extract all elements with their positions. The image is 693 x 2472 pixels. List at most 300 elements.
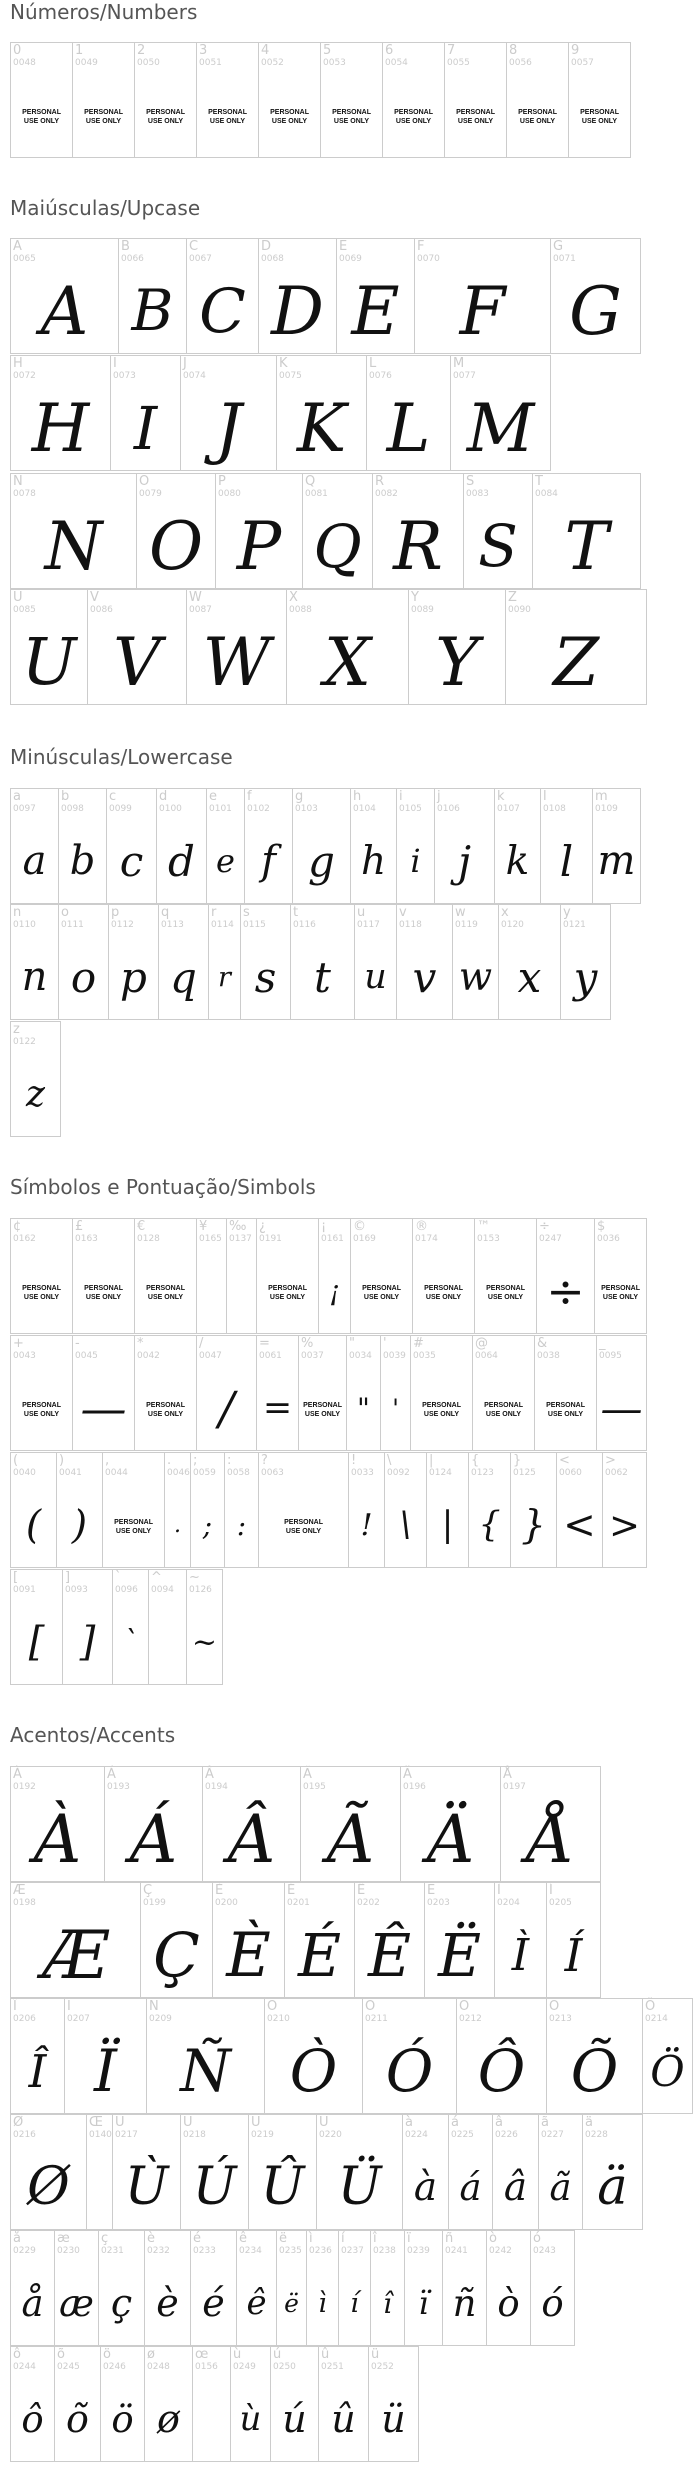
- glyph-cell: [350, 788, 397, 904]
- glyph-code: 0204: [497, 1898, 520, 1908]
- personal-use-only-label: PERSONAL USE ONLY: [146, 109, 186, 125]
- glyph-cell: [202, 1766, 301, 1882]
- glyph-cell: [320, 42, 383, 158]
- glyph-code: 0058: [227, 1468, 250, 1478]
- glyph-character: Ü: [319, 2115, 329, 2130]
- glyph-character: 1: [75, 43, 84, 58]
- glyph-sample: r: [218, 961, 231, 993]
- glyph-cell: [276, 2230, 307, 2346]
- glyph-code: 0228: [585, 2130, 608, 2140]
- glyph-cell: [540, 788, 593, 904]
- glyph-cell: [226, 1218, 257, 1334]
- glyph-code: 0102: [247, 804, 270, 814]
- glyph-character: Q: [305, 474, 316, 489]
- personal-use-only-label: PERSONAL USE ONLY: [484, 1402, 524, 1418]
- glyph-cell: [62, 1569, 113, 1685]
- glyph-sample: [: [28, 1619, 45, 1665]
- glyph-sample: í: [350, 2287, 359, 2319]
- glyph-code: 0120: [501, 920, 524, 930]
- glyph-cell: [494, 788, 541, 904]
- personal-use-only-label: PERSONAL USE ONLY: [601, 1285, 641, 1301]
- glyph-cell: [104, 1766, 203, 1882]
- glyph-character: ò: [489, 2231, 497, 2246]
- glyph-cell: [346, 1335, 381, 1451]
- glyph-sample: >: [608, 1503, 640, 1547]
- glyph-code: 0226: [495, 2130, 518, 2140]
- glyph-sample: O: [148, 507, 204, 585]
- glyph-sample: .: [174, 1512, 181, 1538]
- glyph-character: t: [293, 905, 299, 920]
- glyph-sample: X: [324, 623, 371, 701]
- glyph-code: 0070: [417, 254, 440, 264]
- glyph-code: 0250: [273, 2362, 296, 2372]
- glyph-cell: [400, 1766, 501, 1882]
- glyph-code: 0231: [101, 2246, 124, 2256]
- glyph-code: 0084: [535, 489, 558, 499]
- glyph-sample: U: [21, 624, 77, 700]
- personal-use-only-label: PERSONAL USE ONLY: [22, 109, 62, 125]
- glyph-code: 0064: [475, 1351, 498, 1361]
- glyph-cell: [110, 355, 181, 471]
- glyph-character: Û: [251, 2115, 261, 2130]
- glyph-sample: ]: [79, 1619, 96, 1665]
- glyph-character: Ë: [427, 1883, 436, 1898]
- glyph-sample: S: [478, 512, 518, 580]
- glyph-character: f: [247, 789, 252, 804]
- glyph-sample: À: [33, 1800, 82, 1878]
- glyph-code: 0124: [429, 1468, 452, 1478]
- glyph-sample: ö: [111, 2397, 134, 2441]
- glyph-character: G: [553, 239, 564, 254]
- glyph-sample: å: [21, 2281, 44, 2325]
- glyph-code: 0039: [383, 1351, 406, 1361]
- glyph-cell: [500, 1766, 601, 1882]
- glyph-character: d: [159, 789, 168, 804]
- glyph-cell: [156, 788, 207, 904]
- glyph-sample: L: [386, 389, 431, 467]
- glyph-cell: [192, 2346, 231, 2462]
- glyph-sample: —: [600, 1383, 643, 1433]
- glyph-sample: g: [308, 836, 335, 886]
- glyph-code: 0161: [321, 1234, 344, 1244]
- glyph-sample: s: [254, 952, 277, 1002]
- glyph-cell: [366, 355, 451, 471]
- glyph-cell: [134, 42, 197, 158]
- glyph-code: 0230: [57, 2246, 80, 2256]
- glyph-sample: Ì: [511, 1929, 530, 1981]
- glyph-sample: p: [120, 952, 147, 1002]
- glyph-character: H: [13, 356, 23, 371]
- glyph-character: x: [501, 905, 509, 920]
- glyph-character: J: [183, 356, 187, 371]
- glyph-character: ó: [533, 2231, 541, 2246]
- glyph-code: 0062: [605, 1468, 628, 1478]
- glyph-character: Ä: [403, 1767, 412, 1782]
- glyph-cell: [410, 1335, 473, 1451]
- glyph-code: 0055: [447, 58, 470, 68]
- glyph-cell: [380, 1335, 411, 1451]
- glyph-cell: [134, 1218, 197, 1334]
- glyph-code: 0098: [61, 804, 84, 814]
- glyph-cell: [144, 2230, 191, 2346]
- glyph-character: í: [341, 2231, 345, 2246]
- glyph-character: 2: [137, 43, 146, 58]
- glyph-cell: [264, 1998, 363, 2114]
- glyph-cell: [412, 1218, 475, 1334]
- glyph-cell: [212, 1882, 285, 1998]
- glyph-cell: [10, 355, 111, 471]
- glyph-code: 0211: [365, 2014, 388, 2024]
- glyph-character: :: [227, 1453, 232, 1468]
- glyph-sample: C: [199, 275, 246, 347]
- glyph-character: 4: [261, 43, 270, 58]
- glyph-code: 0111: [61, 920, 84, 930]
- glyph-code: 0080: [218, 489, 241, 499]
- glyph-code: 0035: [413, 1351, 436, 1361]
- glyph-character: æ: [57, 2231, 70, 2246]
- glyph-code: 0077: [453, 371, 476, 381]
- glyph-cell: [556, 1452, 603, 1568]
- glyph-character: }: [513, 1453, 522, 1468]
- glyph-code: 0206: [13, 2014, 36, 2024]
- glyph-cell: [444, 42, 507, 158]
- glyph-cell: [148, 1569, 187, 1685]
- glyph-sample: ä: [597, 2157, 628, 2217]
- glyph-character: Á: [107, 1767, 116, 1782]
- glyph-sample: h: [360, 838, 387, 884]
- glyph-sample: Ï: [94, 2037, 117, 2105]
- glyph-character: ‰: [229, 1219, 247, 1234]
- glyph-sample: Ñ: [180, 2037, 231, 2105]
- glyph-character: l: [543, 789, 547, 804]
- glyph-character: -: [75, 1336, 80, 1351]
- glyph-sample: —: [80, 1381, 127, 1435]
- glyph-cell: [298, 1335, 347, 1451]
- glyph-character: L: [369, 356, 377, 371]
- glyph-sample: Ó: [385, 2037, 434, 2105]
- glyph-character: P: [218, 474, 226, 489]
- personal-use-only-label: PERSONAL USE ONLY: [362, 1285, 402, 1301]
- glyph-cell: [442, 2230, 487, 2346]
- glyph-sample: H: [31, 389, 90, 467]
- glyph-code: 0125: [513, 1468, 536, 1478]
- glyph-code: 0034: [349, 1351, 372, 1361]
- glyph-code: 0091: [13, 1585, 36, 1595]
- personal-use-only-label: PERSONAL USE ONLY: [518, 109, 558, 125]
- glyph-sample: P: [236, 507, 282, 585]
- glyph-code: 0054: [385, 58, 408, 68]
- glyph-character: 8: [509, 43, 518, 58]
- glyph-cell: [98, 2230, 145, 2346]
- glyph-code: 0198: [13, 1898, 36, 1908]
- glyph-character: Ã: [303, 1767, 312, 1782]
- glyph-character: {: [471, 1453, 480, 1468]
- glyph-cell: [10, 473, 137, 589]
- glyph-code: 0097: [13, 804, 36, 814]
- glyph-code: 0247: [539, 1234, 562, 1244]
- glyph-cell: [568, 42, 631, 158]
- glyph-character: v: [399, 905, 407, 920]
- glyph-code: 0067: [189, 254, 212, 264]
- glyph-code: 0052: [261, 58, 284, 68]
- glyph-code: 0113: [161, 920, 184, 930]
- glyph-character: n: [13, 905, 22, 920]
- glyph-character: e: [209, 789, 217, 804]
- glyph-character: ô: [13, 2347, 21, 2362]
- glyph-character: å: [13, 2231, 21, 2246]
- glyph-sample: ú: [282, 2397, 307, 2441]
- glyph-cell: [256, 1218, 319, 1334]
- glyph-code: 0048: [13, 58, 36, 68]
- glyph-cell: [505, 589, 647, 705]
- glyph-sample: Û: [260, 2157, 305, 2217]
- glyph-character: Ê: [357, 1883, 366, 1898]
- glyph-sample: û: [331, 2397, 356, 2441]
- glyph-cell: [338, 2230, 371, 2346]
- glyph-character: I: [113, 356, 117, 371]
- glyph-code: 0248: [147, 2362, 170, 2372]
- glyph-sample: \: [399, 1505, 412, 1545]
- glyph-code: 0089: [411, 605, 434, 615]
- glyph-cell: [240, 904, 291, 1020]
- glyph-character: X: [289, 590, 298, 605]
- glyph-sample: |: [441, 1505, 454, 1545]
- glyph-cell: [550, 238, 641, 354]
- glyph-character: <: [559, 1453, 570, 1468]
- glyph-code: 0121: [563, 920, 586, 930]
- glyph-cell: [468, 1452, 511, 1568]
- glyph-code: 0050: [137, 58, 160, 68]
- glyph-cell: [72, 1218, 135, 1334]
- glyph-character: W: [189, 590, 202, 605]
- glyph-character: V: [90, 590, 99, 605]
- personal-use-only-label: PERSONAL USE ONLY: [146, 1285, 186, 1301]
- glyph-character: ": [349, 1336, 355, 1351]
- glyph-character: ú: [273, 2347, 282, 2362]
- glyph-cell: [10, 1998, 65, 2114]
- glyph-cell: [190, 1452, 225, 1568]
- glyph-sample: Ç: [153, 1919, 200, 1991]
- glyph-character: Œ: [89, 2115, 103, 2130]
- glyph-cell: [448, 2114, 493, 2230]
- glyph-sample: Ä: [426, 1800, 475, 1878]
- glyph-sample: è: [156, 2281, 179, 2325]
- glyph-sample: ò: [497, 2281, 520, 2325]
- glyph-character: D: [261, 239, 272, 254]
- glyph-cell: [186, 1569, 223, 1685]
- personal-use-only-label: PERSONAL USE ONLY: [394, 109, 434, 125]
- glyph-cell: [348, 1452, 385, 1568]
- glyph-sample: c: [119, 836, 144, 886]
- glyph-character: €: [137, 1219, 146, 1234]
- glyph-cell: [456, 1998, 547, 2114]
- glyph-code: 0213: [549, 2014, 572, 2024]
- glyph-sample: õ: [66, 2397, 89, 2441]
- glyph-code: 0245: [57, 2362, 80, 2372]
- glyph-sample: f: [261, 838, 276, 884]
- glyph-code: 0056: [509, 58, 532, 68]
- glyph-sample: î: [383, 2286, 392, 2320]
- personal-use-only-label: PERSONAL USE ONLY: [580, 109, 620, 125]
- glyph-code: 0225: [451, 2130, 474, 2140]
- glyph-code: 0194: [205, 1782, 228, 1792]
- glyph-code: 0229: [13, 2246, 36, 2256]
- glyph-cell: [58, 904, 109, 1020]
- glyph-character: ï: [407, 2231, 411, 2246]
- glyph-cell: [276, 355, 367, 471]
- glyph-sample: }: [521, 1502, 546, 1548]
- glyph-cell: [10, 1882, 141, 1998]
- glyph-sample: ù: [239, 2399, 262, 2439]
- glyph-code: 0200: [215, 1898, 238, 1908]
- glyph-sample: Õ: [570, 2037, 619, 2105]
- glyph-code: 0094: [151, 1585, 174, 1595]
- glyph-cell: [270, 2346, 319, 2462]
- glyph-cell: [10, 904, 59, 1020]
- glyph-character: r: [211, 905, 217, 920]
- glyph-cell: [87, 589, 187, 705]
- glyph-cell: [472, 1335, 535, 1451]
- glyph-code: 0246: [103, 2362, 126, 2372]
- glyph-code: 0038: [537, 1351, 560, 1361]
- glyph-cell: [236, 2230, 277, 2346]
- glyph-sample: Z: [553, 623, 599, 701]
- personal-use-only-label: PERSONAL USE ONLY: [284, 1519, 324, 1535]
- glyph-sample: Æ: [42, 1916, 109, 1994]
- glyph-code: 0205: [549, 1898, 572, 1908]
- glyph-character: q: [161, 905, 170, 920]
- glyph-code: 0112: [111, 920, 134, 930]
- glyph-character: `: [115, 1570, 122, 1585]
- glyph-character: c: [109, 789, 117, 804]
- glyph-cell: [256, 1335, 299, 1451]
- glyph-character: Å: [503, 1767, 512, 1782]
- glyph-code: 0083: [466, 489, 489, 499]
- glyph-character: !: [351, 1453, 357, 1468]
- glyph-sample: ÷: [546, 1264, 585, 1318]
- glyph-cell: [10, 1766, 105, 1882]
- glyph-code: 0104: [353, 804, 376, 814]
- personal-use-only-label: PERSONAL USE ONLY: [422, 1402, 462, 1418]
- glyph-sample: q: [170, 952, 197, 1002]
- glyph-sample: R: [393, 507, 443, 585]
- glyph-cell: [300, 1766, 401, 1882]
- glyph-cell: [64, 1998, 147, 2114]
- glyph-sample: (: [25, 1502, 42, 1548]
- glyph-character: s: [243, 905, 250, 920]
- glyph-character: ~: [189, 1570, 200, 1585]
- glyph-cell: [10, 238, 119, 354]
- glyph-code: 0045: [75, 1351, 98, 1361]
- glyph-cell: [244, 788, 293, 904]
- glyph-character: ¿: [259, 1219, 266, 1234]
- glyph-code: 0100: [159, 804, 182, 814]
- glyph-code: 0239: [407, 2246, 430, 2256]
- glyph-cell: [190, 2230, 237, 2346]
- glyph-sample: n: [21, 954, 48, 1000]
- glyph-sample: Â: [227, 1800, 276, 1878]
- glyph-character: _: [599, 1336, 606, 1351]
- glyph-code: 0201: [287, 1898, 310, 1908]
- glyph-code: 0197: [503, 1782, 526, 1792]
- glyph-character: [: [13, 1570, 19, 1585]
- glyph-code: 0075: [279, 371, 302, 381]
- glyph-sample: v: [412, 952, 437, 1002]
- glyph-code: 0163: [75, 1234, 98, 1244]
- glyph-sample: x: [517, 952, 542, 1002]
- glyph-character: N: [13, 474, 23, 489]
- glyph-code: 0238: [373, 2246, 396, 2256]
- glyph-code: 0207: [67, 2014, 90, 2024]
- glyph-character: Î: [13, 1999, 17, 2014]
- glyph-code: 0088: [289, 605, 312, 615]
- glyph-code: 0069: [339, 254, 362, 264]
- glyph-character: K: [279, 356, 288, 371]
- glyph-sample: æ: [59, 2281, 94, 2325]
- glyph-code: 0093: [65, 1585, 88, 1595]
- glyph-cell: [144, 2346, 193, 2462]
- glyph-sample: Ø: [27, 2157, 70, 2217]
- glyph-sample: t: [314, 952, 331, 1002]
- personal-use-only-label: PERSONAL USE ONLY: [546, 1402, 586, 1418]
- personal-use-only-label: PERSONAL USE ONLY: [22, 1402, 62, 1418]
- glyph-code: 0217: [115, 2130, 138, 2140]
- glyph-sample: ó: [541, 2281, 564, 2325]
- glyph-sample: È: [226, 1919, 271, 1991]
- glyph-cell: [206, 788, 245, 904]
- glyph-character: E: [339, 239, 348, 254]
- glyph-character: O: [139, 474, 150, 489]
- glyph-character: >: [605, 1453, 616, 1468]
- glyph-character: Ì: [497, 1883, 501, 1898]
- glyph-code: 0192: [13, 1782, 36, 1792]
- glyph-sample: ê: [246, 2283, 267, 2323]
- glyph-cell: [292, 788, 351, 904]
- glyph-code: 0210: [267, 2014, 290, 2024]
- glyph-character: ?: [261, 1453, 268, 1468]
- glyph-cell: [510, 1452, 557, 1568]
- glyph-code: 0081: [305, 489, 328, 499]
- glyph-sample: :: [236, 1508, 247, 1542]
- glyph-sample: I: [133, 393, 158, 463]
- glyph-cell: [530, 2230, 575, 2346]
- glyph-code: 0244: [13, 2362, 36, 2372]
- glyph-character: ø: [147, 2347, 155, 2362]
- glyph-cell: [474, 1218, 537, 1334]
- glyph-sample: Ö: [650, 2046, 685, 2096]
- glyph-cell: [186, 238, 259, 354]
- personal-use-only-label: PERSONAL USE ONLY: [146, 1402, 186, 1418]
- glyph-code: 0122: [13, 1037, 36, 1047]
- glyph-character: g: [295, 789, 304, 804]
- glyph-code: 0074: [183, 371, 206, 381]
- glyph-character: Ù: [115, 2115, 125, 2130]
- personal-use-only-label: PERSONAL USE ONLY: [424, 1285, 464, 1301]
- glyph-cell: [354, 1882, 425, 1998]
- glyph-character: £: [75, 1219, 84, 1234]
- glyph-cell: [318, 2346, 369, 2462]
- glyph-cell: [100, 2346, 145, 2462]
- glyph-character: &: [537, 1336, 548, 1351]
- glyph-code: 0033: [351, 1468, 374, 1478]
- glyph-cell: [302, 473, 373, 589]
- glyph-character: A: [13, 239, 22, 254]
- glyph-cell: [215, 473, 303, 589]
- glyph-code: 0110: [13, 920, 36, 930]
- glyph-code: 0137: [229, 1234, 252, 1244]
- glyph-code: 0232: [147, 2246, 170, 2256]
- personal-use-only-label: PERSONAL USE ONLY: [303, 1402, 343, 1418]
